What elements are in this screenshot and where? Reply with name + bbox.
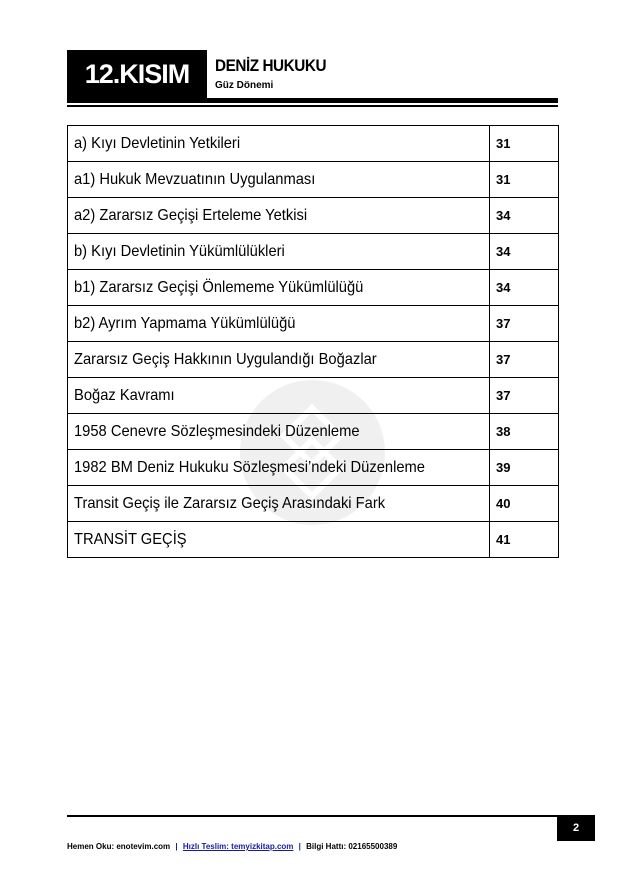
header-rule-thin [67, 105, 558, 107]
toc-entry-title: 1982 BM Deniz Hukuku Sözleşmesi’ndeki Düzenleme [74, 458, 425, 476]
section-subtitle: Güz Dönemi [215, 80, 274, 91]
section-title: DENİZ HUKUKU [215, 56, 327, 75]
toc-entry-title-cell [68, 198, 490, 234]
toc-entry-title-cell [68, 342, 490, 378]
toc-entry-page: 31 [490, 126, 559, 162]
toc-row[interactable] [68, 522, 559, 558]
toc-entry-title: a2) Zararsız Geçişi Erteleme Yetkisi [74, 206, 308, 224]
toc-entry-title-cell [68, 270, 490, 306]
page-header [67, 50, 558, 107]
toc-row[interactable] [68, 234, 559, 270]
table-of-contents [67, 125, 559, 558]
toc-entry-title: 1958 Cenevre Sözleşmesindeki Düzenleme [74, 422, 360, 440]
toc-entry-page: 40 [490, 486, 559, 522]
toc-entry-page: 37 [490, 378, 559, 414]
toc-row[interactable] [68, 414, 559, 450]
footer-text [67, 842, 397, 851]
toc-entry-page: 37 [490, 342, 559, 378]
toc-row[interactable] [68, 486, 559, 522]
toc-entry-title-cell [68, 486, 490, 522]
toc-entry-title-cell [68, 162, 490, 198]
footer-fast-delivery-link[interactable]: Hızlı Teslim: temyizkitap.com [182, 842, 294, 851]
toc-row[interactable] [68, 378, 559, 414]
footer-rule [67, 815, 558, 817]
toc-entry-title: Transit Geçiş ile Zararsız Geçiş Arasındaki Fark [74, 494, 386, 512]
toc-entry-page: 39 [490, 450, 559, 486]
toc-row[interactable] [68, 306, 559, 342]
page-number: 2 [557, 815, 595, 841]
toc-entry-title: a1) Hukuk Mevzuatının Uygulanması [74, 170, 316, 188]
toc-entry-title: b2) Ayrım Yapmama Yükümlülüğü [74, 314, 296, 332]
toc-entry-page: 41 [490, 522, 559, 558]
toc-row[interactable] [68, 342, 559, 378]
toc-entry-page: 34 [490, 234, 559, 270]
toc-entry-title: TRANSİT GEÇİŞ [74, 530, 187, 548]
footer-info-line: Bilgi Hattı: 02165500389 [306, 842, 398, 851]
toc-entry-page: 31 [490, 162, 559, 198]
toc-entry-title-cell [68, 450, 490, 486]
toc-row[interactable] [68, 162, 559, 198]
footer-read-online: Hemen Oku: enotevim.com [67, 842, 171, 851]
footer-separator: | [298, 842, 301, 851]
toc-entry-title: b) Kıyı Devletinin Yükümlülükleri [74, 242, 285, 260]
toc-entry-title-cell [68, 414, 490, 450]
toc-entry-title: Zararsız Geçiş Hakkının Uygulandığı Boğazlar [74, 350, 377, 368]
toc-row[interactable] [68, 450, 559, 486]
toc-entry-title-cell [68, 378, 490, 414]
toc-entry-title: b1) Zararsız Geçişi Önlememe Yükümlülüğü [74, 278, 364, 296]
footer-separator: | [175, 842, 178, 851]
toc-row[interactable] [68, 198, 559, 234]
part-label: 12.KISIM [67, 50, 207, 98]
header-rule-thick [67, 98, 558, 103]
toc-entry-title: a) Kıyı Devletinin Yetkileri [74, 134, 241, 152]
toc-row[interactable] [68, 126, 559, 162]
toc-entry-page: 34 [490, 270, 559, 306]
toc-entry-page: 34 [490, 198, 559, 234]
toc-entry-title-cell [68, 126, 490, 162]
toc-entry-page: 38 [490, 414, 559, 450]
toc-entry-title-cell [68, 522, 490, 558]
toc-entry-title: Boğaz Kavramı [74, 386, 175, 404]
toc-entry-title-cell [68, 234, 490, 270]
toc-entry-page: 37 [490, 306, 559, 342]
toc-entry-title-cell [68, 306, 490, 342]
toc-row[interactable] [68, 270, 559, 306]
